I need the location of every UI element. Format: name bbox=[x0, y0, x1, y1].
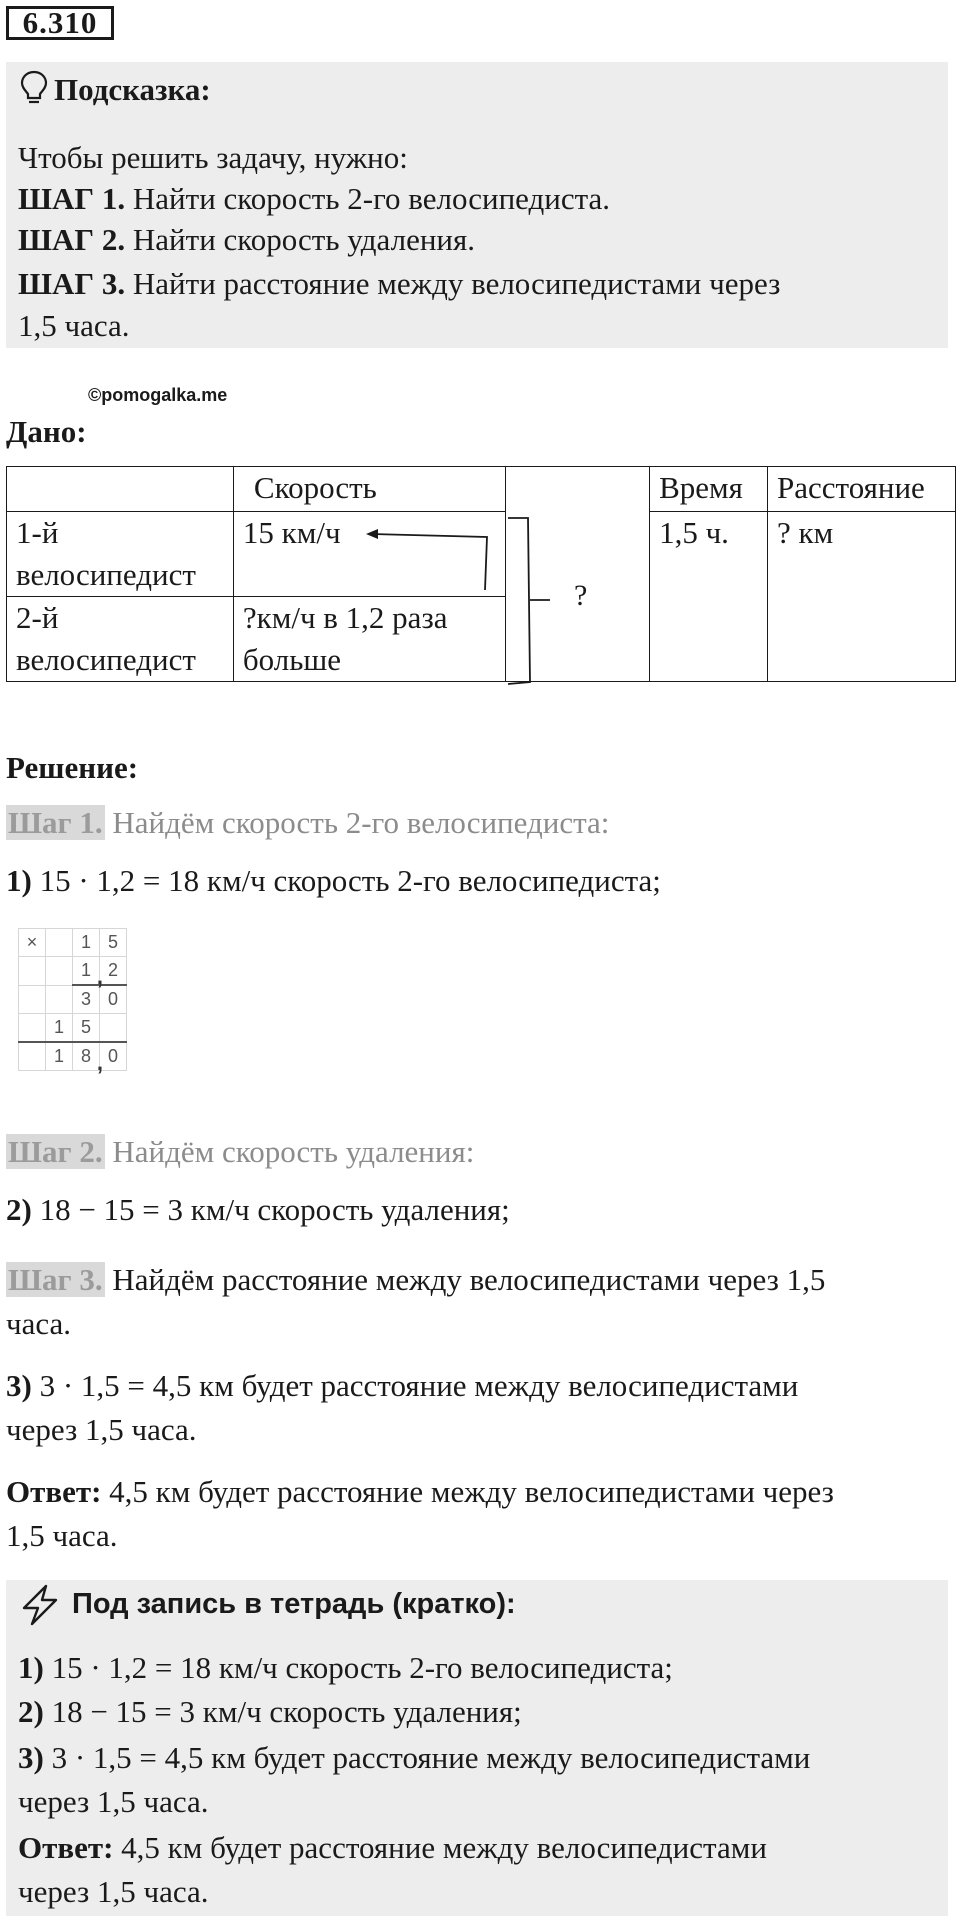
hint-title: Подсказка: bbox=[54, 72, 211, 107]
hint-intro: Чтобы решить задачу, нужно: bbox=[18, 140, 408, 175]
calc2-line: 2) 18 − 15 = 3 км/ч скорость удаления; bbox=[6, 1192, 510, 1227]
grid-cell bbox=[46, 957, 73, 986]
grid-cell: 1 , bbox=[73, 957, 100, 986]
hint-step-3-cont: 1,5 часа. bbox=[18, 308, 130, 343]
grid-cell bbox=[19, 1042, 46, 1071]
step2-line: Шаг 2. Найдём скорость удаления: bbox=[8, 1134, 475, 1169]
grid-cell bbox=[19, 957, 46, 986]
step1-line: Шаг 1. Найдём скорость 2-го велосипедиста: bbox=[8, 805, 610, 840]
answer-line: Ответ: 4,5 км будет расстояние между велосипедистами через bbox=[6, 1474, 834, 1509]
calc1-line: 1) 15 · 1,2 = 18 км/ч скорость 2-го велосипедиста; bbox=[6, 863, 661, 898]
problem-number: 6.310 bbox=[6, 6, 114, 40]
row1-time: 1,5 ч. bbox=[650, 512, 768, 682]
grid-cell: 3 bbox=[73, 985, 100, 1014]
header-speed: Скорость bbox=[233, 467, 505, 512]
solution-title: Решение: bbox=[6, 750, 139, 785]
given-title: Дано: bbox=[6, 414, 87, 449]
grid-cell bbox=[46, 985, 73, 1014]
row2-name: 2-й велосипедист bbox=[7, 597, 234, 682]
row1-speed: 15 км/ч bbox=[233, 512, 505, 597]
notebook-answer: Ответ: 4,5 км будет расстояние между велосипедистами bbox=[18, 1830, 767, 1865]
given-table bbox=[6, 466, 956, 682]
answer-cont: 1,5 часа. bbox=[6, 1518, 118, 1553]
grid-cell: 1 bbox=[73, 929, 100, 957]
row1-name: 1-й велосипедист bbox=[7, 512, 234, 597]
grid-cell: 5 bbox=[100, 929, 127, 957]
hint-step-3: ШАГ 3. Найти расстояние между велосипедистами через bbox=[18, 266, 781, 301]
calc3-line: 3) 3 · 1,5 = 4,5 км будет расстояние между велосипедистами bbox=[6, 1368, 799, 1403]
grid-cell: 1 bbox=[46, 1042, 73, 1071]
row1-distance: ? км bbox=[768, 512, 956, 682]
grid-cell: 0 bbox=[100, 1042, 127, 1071]
grid-cell: 0 bbox=[100, 985, 127, 1014]
bracket-question: ? bbox=[574, 579, 588, 612]
header-empty bbox=[7, 467, 234, 512]
notebook-answer-cont: через 1,5 часа. bbox=[18, 1874, 209, 1909]
header-time: Время bbox=[650, 467, 768, 512]
header-distance: Расстояние bbox=[768, 467, 956, 512]
watermark: ©pomogalka.me bbox=[88, 385, 228, 405]
grid-cell bbox=[19, 1014, 46, 1043]
lightning-icon bbox=[20, 1584, 60, 1626]
grid-cell: 2 bbox=[100, 957, 127, 986]
step3-line: Шаг 3. Найдём расстояние между велосипедистами через 1,5 bbox=[8, 1262, 826, 1297]
grid-cell bbox=[46, 929, 73, 957]
step3-cont: часа. bbox=[6, 1306, 71, 1341]
grid-cell: × bbox=[19, 929, 46, 957]
grid-cell bbox=[19, 985, 46, 1014]
grid-cell: 5 bbox=[73, 1014, 100, 1043]
notebook-line-3-cont: через 1,5 часа. bbox=[18, 1784, 209, 1819]
grid-cell bbox=[100, 1014, 127, 1043]
grid-cell: 1 bbox=[46, 1014, 73, 1043]
hint-step-1: ШАГ 1. Найти скорость 2-го велосипедиста. bbox=[18, 181, 611, 216]
calc3-cont: через 1,5 часа. bbox=[6, 1412, 197, 1447]
header-gap bbox=[505, 467, 650, 512]
hint-step-2: ШАГ 2. Найти скорость удаления. bbox=[18, 222, 476, 257]
notebook-line-1: 1) 15 · 1,2 = 18 км/ч скорость 2-го велосипедиста; bbox=[18, 1650, 673, 1685]
grid-cell: 8 , bbox=[73, 1042, 100, 1071]
notebook-line-2: 2) 18 − 15 = 3 км/ч скорость удаления; bbox=[18, 1694, 522, 1729]
notebook-title: Под запись в тетрадь (кратко): bbox=[72, 1588, 516, 1620]
multiplication-grid bbox=[18, 928, 127, 1075]
notebook-line-3: 3) 3 · 1,5 = 4,5 км будет расстояние между велосипедистами bbox=[18, 1740, 811, 1775]
row2-speed: ?км/ч в 1,2 раза больше bbox=[233, 597, 505, 682]
lightbulb-icon bbox=[20, 70, 48, 106]
